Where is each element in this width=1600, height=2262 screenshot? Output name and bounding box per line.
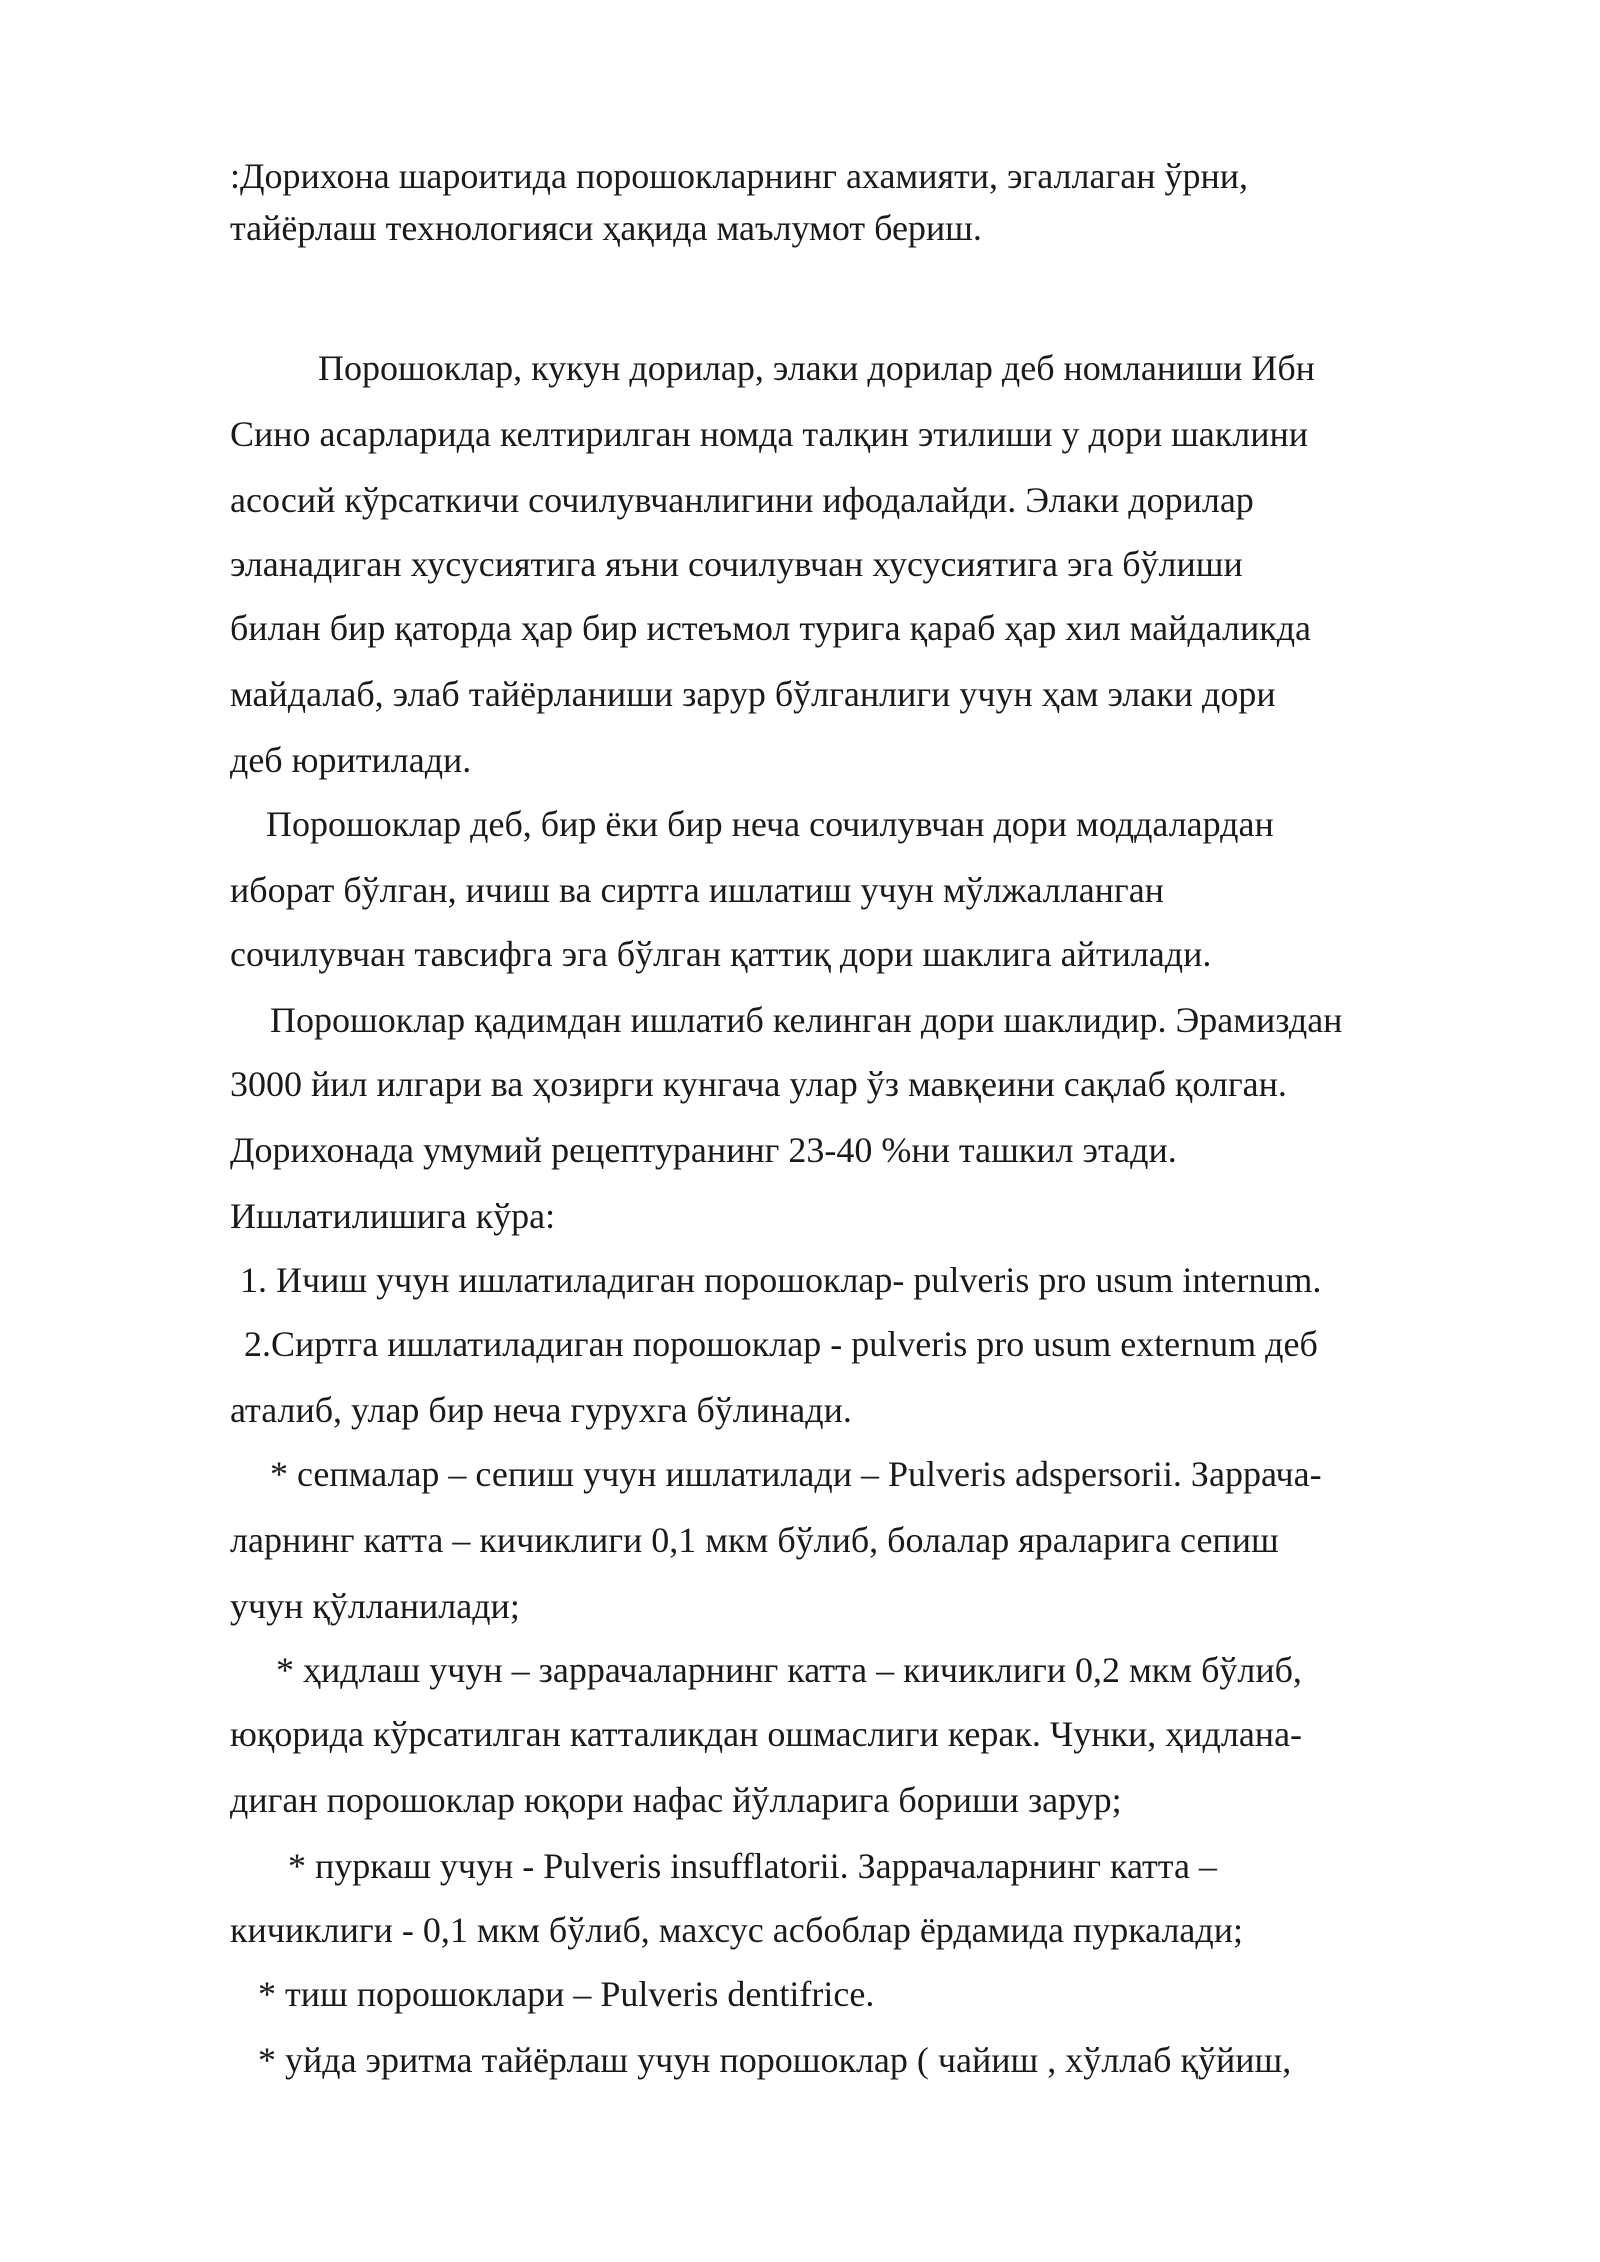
body-line: иборат бўлган, ичиш ва сиртга ишлатиш учун мўлжалланган bbox=[230, 870, 1164, 910]
body-line: деб юритилади. bbox=[230, 740, 472, 780]
list-item: 1. Ичиш учун ишлатиладиган порошоклар- pulveris pro usum internum. bbox=[240, 1260, 1322, 1300]
body-line: эланадиган хусусиятига яъни сочилувчан хусусиятига эга бўлиши bbox=[230, 544, 1243, 584]
body-line: диган порошоклар юқори нафас йўлларига бориши зарур; bbox=[230, 1780, 1122, 1820]
body-line: асосий кўрсаткичи сочилувчанлигини ифодалайди. Элаки дорилар bbox=[230, 480, 1254, 520]
body-line: Порошоклар қадимдан ишлатиб келинган дори шаклидир. Эрамиздан bbox=[270, 1000, 1343, 1040]
body-line: учун қўлланилади; bbox=[230, 1586, 520, 1626]
body-line: сочилувчан тавсифга эга бўлган қаттиқ дори шаклига айтилади. bbox=[230, 934, 1212, 974]
bullet-item: * пуркаш учун - Pulveris insufflatorii. Заррачаларнинг катта – bbox=[288, 1846, 1217, 1886]
body-line: Порошоклар деб, бир ёки бир неча сочилувчан дори моддалардан bbox=[266, 804, 1274, 844]
body-line: юқорида кўрсатилган катталикдан ошмаслиги керак. Чунки, ҳидлана- bbox=[230, 1714, 1303, 1754]
body-line: майдалаб, элаб тайёрланиши зарур бўлганлиги учун ҳам элаки дори bbox=[230, 674, 1276, 714]
body-line: Сино асарларида келтирилган номда талқин этилиши у дори шаклини bbox=[230, 414, 1309, 454]
list-item: 2.Сиртга ишлатиладиган порошоклар - pulveris pro usum externum деб bbox=[244, 1324, 1318, 1364]
body-line: 3000 йил илгари ва ҳозирги кунгача улар ўз мавқеини сақлаб қолган. bbox=[230, 1064, 1287, 1104]
body-line: аталиб, улар бир неча гурухга бўлинади. bbox=[230, 1390, 852, 1430]
bullet-item: * ҳидлаш учун – заррачаларнинг катта – кичиклиги 0,2 мкм бўлиб, bbox=[276, 1650, 1302, 1690]
body-line: ларнинг катта – кичиклиги 0,1 мкм бўлиб, болалар яраларига сепиш bbox=[230, 1520, 1279, 1560]
bullet-item: * тиш порошоклари – Pulveris dentifrice. bbox=[258, 1974, 875, 2014]
body-line: Дорихонада умумий рецептуранинг 23-40 %ни ташкил этади. bbox=[230, 1130, 1177, 1170]
bullet-item: * уйда эритма тайёрлаш учун порошоклар ( чайиш , хўллаб қўйиш, bbox=[258, 2040, 1292, 2080]
heading-line-1: :Дорихона шароитида порошокларнинг ахамияти, эгаллаган ўрни, bbox=[230, 156, 1248, 196]
body-line: кичиклиги - 0,1 мкм бўлиб, махсус асбоблар ёрдамида пуркалади; bbox=[230, 1910, 1243, 1950]
body-line: Ишлатилишига кўра: bbox=[230, 1196, 556, 1236]
body-line: Порошоклар, кукун дорилар, элаки дорилар деб номланиши Ибн bbox=[318, 348, 1315, 388]
bullet-item: * сепмалар – сепиш учун ишлатилади – Pulveris adspersorii. Заррача- bbox=[270, 1454, 1322, 1494]
body-line: билан бир қаторда ҳар бир истеъмол турига қараб ҳар хил майдаликда bbox=[230, 608, 1312, 648]
heading-line-2: тайёрлаш технологияси ҳақида маълумот бериш. bbox=[230, 208, 982, 248]
